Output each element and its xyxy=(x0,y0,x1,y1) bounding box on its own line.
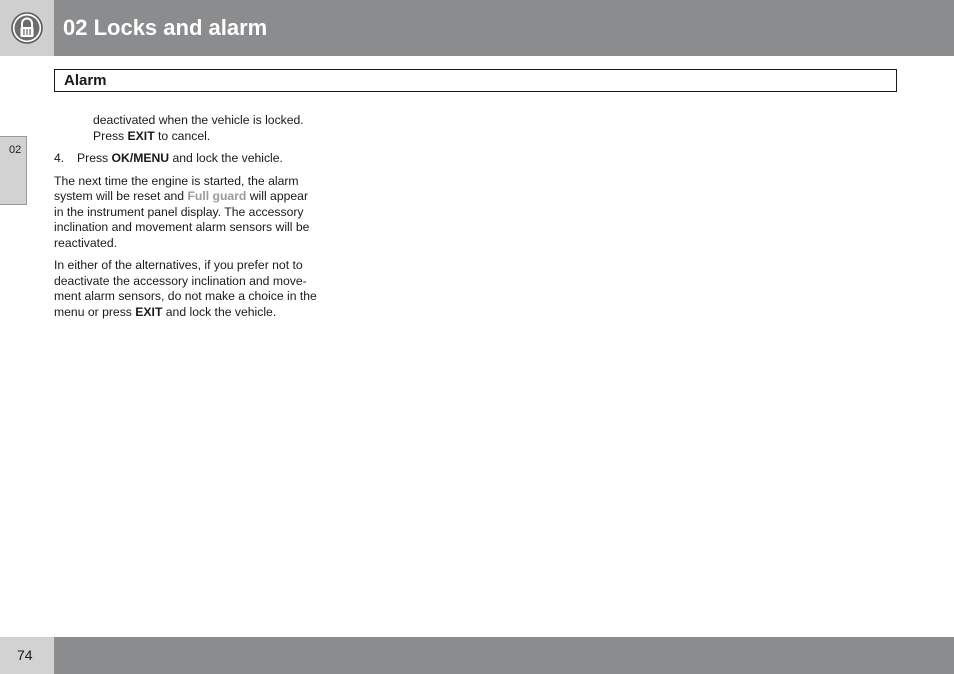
continuation-tail: to cancel. xyxy=(154,128,211,143)
chapter-header-bar xyxy=(54,0,954,56)
ok-menu-keyword: OK/MENU xyxy=(111,151,170,165)
chapter-side-tab xyxy=(0,136,27,205)
continuation-press: Press xyxy=(93,128,128,143)
footer-bar xyxy=(54,637,954,674)
step-continuation xyxy=(54,113,320,144)
paragraph-alternatives-end: and lock the vehicle. xyxy=(162,304,277,319)
chapter-tab-label: 02 xyxy=(9,144,22,156)
body-text-column xyxy=(54,113,320,327)
chapter-icon-box xyxy=(0,0,54,56)
continuation-line: deactivated when the vehicle is locked. xyxy=(93,113,304,127)
section-title: Alarm xyxy=(64,72,107,89)
step-text xyxy=(77,151,283,167)
step-press: Press xyxy=(77,151,112,165)
paragraph-reset xyxy=(54,174,320,252)
paragraph-alternatives xyxy=(54,258,320,320)
paragraph-reset-start: The next time the engine is started, the alarm system will be reset and xyxy=(54,173,299,203)
chapter-title: 02 Locks and alarm xyxy=(63,15,268,40)
section-heading-box xyxy=(54,69,897,92)
paragraph-reset-end: will appear in the instrument panel display. The accessory inclination and movement alarm sensors will be reactivated. xyxy=(54,189,310,250)
step-number: 4. xyxy=(54,151,65,165)
padlock-icon xyxy=(11,12,43,44)
paragraph-alternatives-start: In either of the alternatives, if you prefer not to deactivate the accessory inclination and move-ment alarm sensors, do not make a choice in the menu or press xyxy=(54,258,317,319)
exit-keyword: EXIT xyxy=(135,304,163,319)
full-guard-label: Full guard xyxy=(187,189,247,203)
exit-keyword: EXIT xyxy=(127,128,155,143)
page-number: 74 xyxy=(17,647,33,663)
page-number-box xyxy=(0,637,54,674)
step-tail: and lock the vehicle. xyxy=(169,151,283,165)
step-4 xyxy=(54,151,320,167)
